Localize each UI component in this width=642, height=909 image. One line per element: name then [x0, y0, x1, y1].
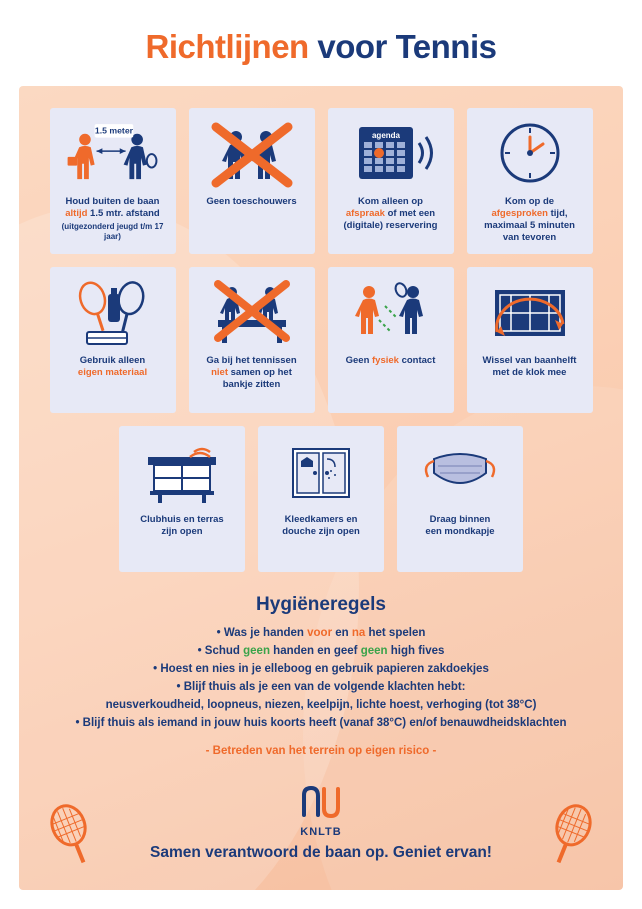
- card-appointment-caption: [344, 196, 438, 232]
- caption-line: maximaal 5 minuten: [484, 220, 575, 231]
- caption-highlight: altijd: [65, 208, 88, 219]
- card-clubhouse-caption: [140, 514, 223, 538]
- caption-line: contact: [398, 355, 436, 366]
- card-face-mask: [397, 426, 523, 572]
- content-panel: [19, 86, 623, 890]
- caption-line: Houd buiten de baan: [65, 196, 160, 207]
- page-title-part2: voor Tennis: [308, 28, 497, 65]
- rule-text: handen en geef: [269, 645, 361, 657]
- changing-rooms-icon: [264, 434, 378, 512]
- card-appointment: [328, 108, 454, 254]
- hygiene-rule-5: neusverkoudheid, loopneus, niezen, keelpijn, lichte hoest, verhoging (tot 38°C): [105, 699, 537, 711]
- card-no-contact-caption: [346, 355, 436, 367]
- card-court-rotation: [467, 267, 593, 413]
- guideline-row-1: [19, 108, 623, 254]
- caption-highlight: eigen materiaal: [77, 367, 148, 378]
- no-physical-contact-icon: [334, 275, 448, 353]
- page-title: [0, 0, 642, 76]
- rule-highlight: voor: [307, 627, 333, 639]
- rule-highlight: na: [351, 627, 366, 639]
- caption-line: Kleedkamers en: [284, 514, 358, 525]
- rule-highlight: geen: [243, 645, 270, 657]
- distance-people-icon: [56, 116, 170, 194]
- card-no-spectators-caption: [206, 196, 296, 208]
- card-no-bench: [189, 267, 315, 413]
- caption-line: Gebruik alleen: [79, 355, 146, 366]
- knltb-wordmark: KNLTB: [300, 826, 342, 838]
- footer-tagline: Samen verantwoord de baan op. Geniet ervan!: [150, 844, 492, 861]
- rule-text: • Was je handen: [216, 627, 308, 639]
- card-no-spectators: [189, 108, 315, 254]
- caption-line: of met een: [384, 208, 436, 219]
- court-rotation-icon: [473, 275, 587, 353]
- card-own-material: [50, 267, 176, 413]
- caption-line: van tevoren: [502, 232, 557, 243]
- card-no-contact: [328, 267, 454, 413]
- own-risk-note: - Betreden van het terrein op eigen risico -: [205, 745, 437, 757]
- hygiene-rule-1: [19, 626, 623, 641]
- caption-line: tijd,: [547, 208, 568, 219]
- caption-line: douche zijn open: [282, 526, 360, 537]
- racket-left-icon: [45, 803, 95, 874]
- no-bench-sitting-icon: [195, 275, 309, 353]
- caption-line: (digitale) reservering: [343, 220, 438, 231]
- caption-line: Draag binnen: [429, 514, 491, 525]
- card-distance: [50, 108, 176, 254]
- hygiene-rule-2: [19, 644, 623, 659]
- card-on-time-caption: [484, 196, 575, 244]
- caption-line: Ga bij het tennissen: [206, 355, 297, 366]
- footer: [19, 785, 623, 862]
- card-no-bench-caption: [206, 355, 296, 391]
- caption-line: zijn open: [161, 526, 203, 537]
- rule-text: het spelen: [365, 627, 426, 639]
- hygiene-section: [19, 594, 623, 757]
- no-spectators-icon: [195, 116, 309, 194]
- rule-text: • Schud: [197, 645, 244, 657]
- own-material-icon: [56, 275, 170, 353]
- caption-line: Kom op de: [504, 196, 555, 207]
- clock-icon: [473, 116, 587, 194]
- hygiene-rule-3: • Hoest en nies in je elleboog en gebruik papieren zakdoekjes: [153, 663, 489, 675]
- card-clubhouse: [119, 426, 245, 572]
- svg-text:agenda: agenda: [371, 131, 400, 140]
- clubhouse-terrace-icon: [125, 434, 239, 512]
- caption-highlight: afgesproken: [491, 208, 548, 219]
- guideline-row-3: [19, 426, 623, 572]
- caption-line: Wissel van baanhelft: [482, 355, 577, 366]
- caption-line: Clubhuis en terras: [140, 514, 224, 525]
- card-on-time: [467, 108, 593, 254]
- rule-text: high fives: [387, 645, 445, 657]
- caption-sub: (uitgezonderd jeugd t/m 17 jaar): [61, 222, 164, 241]
- svg-text:1.5 meter: 1.5 meter: [94, 125, 133, 136]
- page-title-part1: Richtlijnen: [145, 28, 309, 65]
- caption-line: Geen toeschouwers: [206, 196, 297, 207]
- caption-highlight: niet: [211, 367, 228, 378]
- guideline-rows: [19, 86, 623, 572]
- caption-line: met de klok mee: [492, 367, 567, 378]
- card-own-material-caption: [78, 355, 147, 379]
- caption-highlight: fysiek: [372, 355, 399, 366]
- hygiene-rule-6: • Blijf thuis als iemand in jouw huis koorts heeft (vanaf 38°C) en/of benauwdheidsklachten: [75, 717, 567, 729]
- rule-text: en: [332, 627, 352, 639]
- card-face-mask-caption: [425, 514, 494, 538]
- card-changing-rooms: [258, 426, 384, 572]
- caption-highlight: afspraak: [345, 208, 385, 219]
- racket-right-icon: [547, 803, 597, 874]
- guideline-row-2: [19, 267, 623, 413]
- card-distance-caption: [56, 196, 170, 242]
- card-court-rotation-caption: [483, 355, 577, 379]
- rule-highlight: geen: [360, 645, 388, 657]
- face-mask-icon: [403, 434, 517, 512]
- caption-line: 1.5 mtr. afstand: [87, 208, 160, 219]
- knltb-logo-icon: [19, 785, 623, 824]
- calendar-agenda-icon: [334, 116, 448, 194]
- hygiene-rule-4: • Blijf thuis als je een van de volgende klachten hebt:: [176, 681, 466, 693]
- caption-line: bankje zitten: [222, 379, 281, 390]
- caption-line: samen op het: [228, 367, 292, 378]
- card-changing-rooms-caption: [282, 514, 360, 538]
- caption-line: Kom alleen op: [358, 196, 423, 207]
- caption-line: Geen: [345, 355, 373, 366]
- caption-line: een mondkapje: [425, 526, 495, 537]
- hygiene-heading: Hygiëneregels: [256, 594, 386, 615]
